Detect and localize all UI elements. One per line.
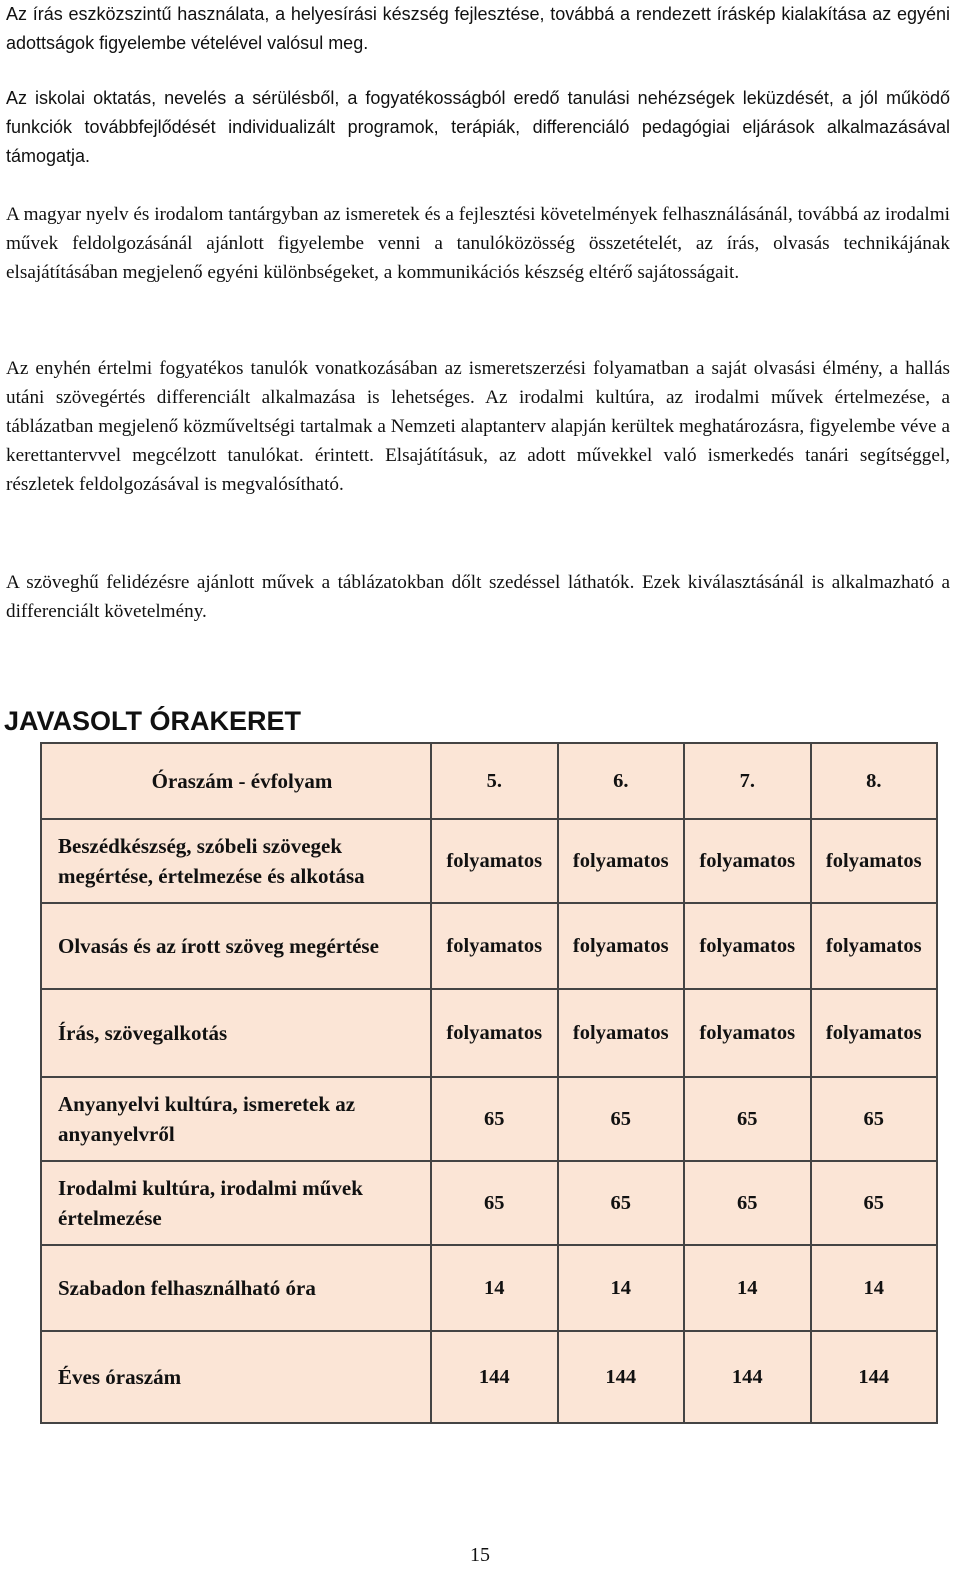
table-row (41, 819, 937, 903)
section-heading: JAVASOLT ÓRAKERET (4, 706, 302, 736)
table-cell: folyamatos (811, 819, 938, 903)
table-cell: 14 (684, 1245, 811, 1331)
table-cell: folyamatos (684, 989, 811, 1077)
row-label: Irodalmi kultúra, irodalmi művek értelmezése (41, 1161, 431, 1245)
table-cell: 65 (684, 1161, 811, 1245)
table-cell: 144 (558, 1331, 685, 1423)
row-label: Szabadon felhasználható óra (41, 1245, 431, 1331)
table-row (41, 1077, 937, 1161)
table-cell: folyamatos (684, 819, 811, 903)
table-cell: folyamatos (558, 989, 685, 1077)
header-cell: Óraszám - évfolyam (41, 743, 431, 819)
table-row (41, 989, 937, 1077)
row-label: Olvasás és az írott szöveg megértése (41, 903, 431, 989)
table-cell: folyamatos (558, 819, 685, 903)
table-row (41, 1161, 937, 1245)
paragraph-recall-works: A szöveghű felidézésre ajánlott művek a táblázatokban dőlt szedéssel láthatók. Ezek kiválasztásánál is alkalmazható a differenciált követelmény. (6, 572, 950, 622)
header-cell: 6. (558, 743, 685, 819)
table-row (41, 903, 937, 989)
row-label: Beszédkészség, szóbeli szövegek megértése, értelmezése és alkotása (41, 819, 431, 903)
table-cell: 65 (811, 1161, 938, 1245)
table-cell: 65 (811, 1077, 938, 1161)
table-cell: 65 (431, 1077, 558, 1161)
header-cell: 7. (684, 743, 811, 819)
page-number: 15 (470, 1544, 490, 1566)
paragraph-school-education: Az iskolai oktatás, nevelés a sérülésből, a fogyatékosságból eredő tanulási nehézségek leküzdését, a jól működő funkciók továbbfejlődését individualizált programok, terápiák, differenciáló pedagógiai eljárások alkalmazásával támogatja. (6, 88, 950, 166)
table-cell: 14 (558, 1245, 685, 1331)
table-cell: folyamatos (431, 819, 558, 903)
table-cell: 144 (811, 1331, 938, 1423)
table-cell: 65 (558, 1077, 685, 1161)
paragraph-hungarian-language: A magyar nyelv és irodalom tantárgyban az ismeretek és a fejlesztési követelmények felhasználásánál, továbbá az irodalmi művek feldolgozásánál ajánlott figyelembe venni a tanulóközösség összetételét, az írás, olvasás technikájának elsajátításában megjelenő egyéni különbségeket, a kommunikációs készség eltérő sajátosságait. (6, 204, 950, 283)
row-label: Írás, szövegalkotás (41, 989, 431, 1077)
table-cell: folyamatos (558, 903, 685, 989)
table-cell: folyamatos (431, 989, 558, 1077)
header-cell: 8. (811, 743, 938, 819)
table-cell: 65 (558, 1161, 685, 1245)
table-cell: 65 (431, 1161, 558, 1245)
table-cell: 65 (684, 1077, 811, 1161)
table-row (41, 1331, 937, 1423)
row-label: Éves óraszám (41, 1331, 431, 1423)
table-cell: 144 (431, 1331, 558, 1423)
hours-table (40, 742, 938, 1424)
paragraph-handwriting: Az írás eszközszintű használata, a helyesírási készség fejlesztése, továbbá a rendezett íráskép kialakítása az egyéni adottságok figyelembe vételével valósul meg. (6, 4, 950, 53)
table-cell: 14 (431, 1245, 558, 1331)
table-cell: 14 (811, 1245, 938, 1331)
table-header-row (41, 743, 937, 819)
table-cell: folyamatos (811, 989, 938, 1077)
paragraph-mild-disability: Az enyhén értelmi fogyatékos tanulók vonatkozásában az ismeretszerzési folyamatban a saját olvasási élmény, a hallás utáni szövegértés differenciált alkalmazása is lehetséges. Az irodalmi kultúra, az irodalmi művek értelmezése, a táblázatban megjelenő közműveltségi tartalmak a Nemzeti alaptanterv alapján kerültek meghatározásra, figyelembe véve a kerettantervvel megcélzott tanulókat. érintett. Elsajátításuk, az adott művekkel való ismerkedés tanári segítséggel, részletek feldolgozásával is megvalósítható. (6, 358, 950, 495)
table-row (41, 1245, 937, 1331)
row-label: Anyanyelvi kultúra, ismeretek az anyanyelvről (41, 1077, 431, 1161)
table-cell: 144 (684, 1331, 811, 1423)
table-cell: folyamatos (431, 903, 558, 989)
header-cell: 5. (431, 743, 558, 819)
table-cell: folyamatos (684, 903, 811, 989)
table-cell: folyamatos (811, 903, 938, 989)
